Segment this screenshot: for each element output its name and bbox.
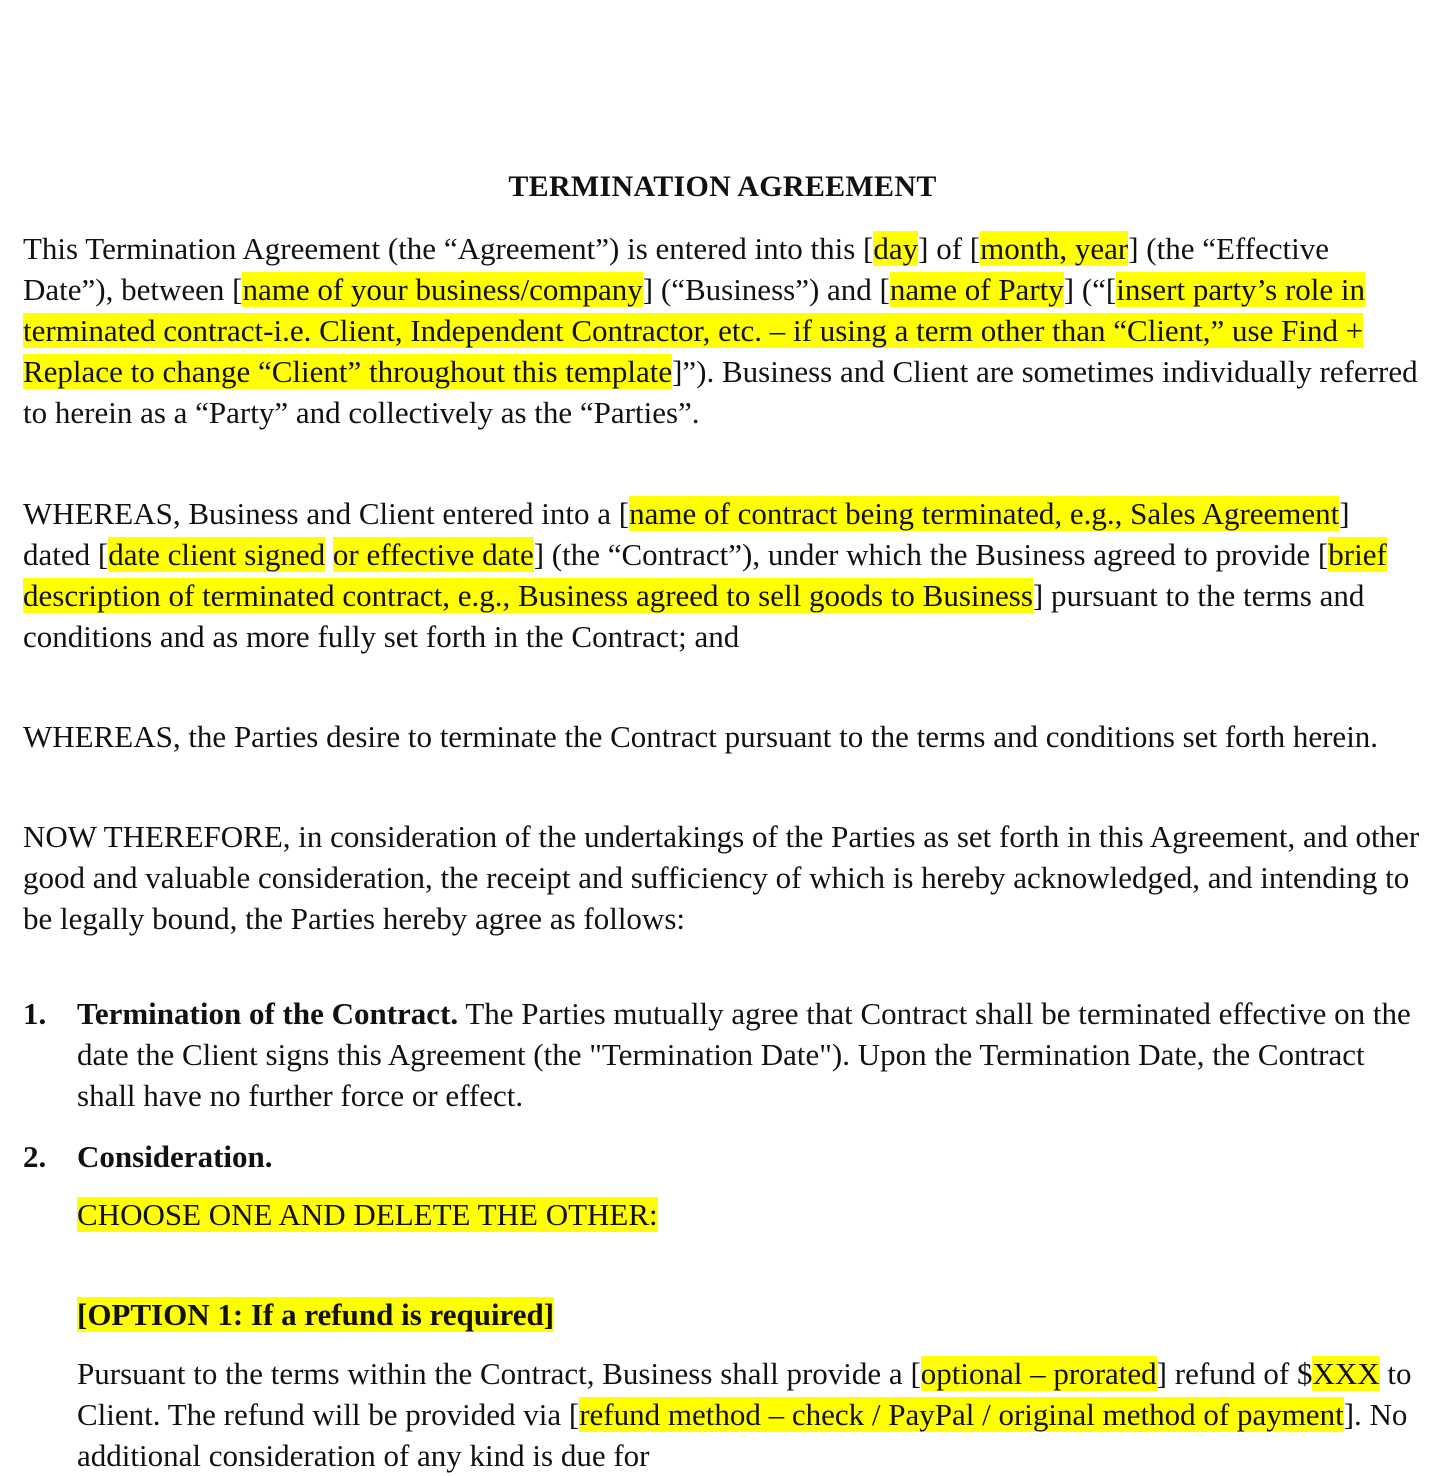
placeholder-date-signed[interactable]: date client signed bbox=[108, 537, 326, 572]
intro-text: This Termination Agreement (the “Agreement”) is entered into this [ bbox=[23, 231, 874, 266]
intro-text: ] (the “Effective Date”), between [ bbox=[23, 231, 1329, 307]
placeholder-refund-amount[interactable]: XXX bbox=[1312, 1356, 1380, 1391]
intro-paragraph bbox=[23, 228, 1423, 433]
option-text: Pursuant to the terms within the Contract, Business shall provide a [ bbox=[77, 1356, 921, 1391]
placeholder-prorated[interactable]: optional – prorated bbox=[920, 1356, 1157, 1391]
section-body bbox=[77, 1136, 1417, 1177]
intro-text: ] (“Business”) and [ bbox=[642, 272, 890, 307]
intro-text: ]”). Business and Client are sometimes individually referred to herein as a “Party” and collectively as the “Parties”. bbox=[23, 354, 1418, 430]
option-1-heading bbox=[77, 1294, 1417, 1335]
section-number: 2. bbox=[23, 1139, 47, 1174]
section-body bbox=[77, 993, 1417, 1116]
choose-note bbox=[77, 1194, 1417, 1235]
whereas-paragraph-1 bbox=[23, 493, 1423, 657]
option-1-heading-text[interactable]: [OPTION 1: If a refund is required] bbox=[77, 1297, 555, 1332]
intro-text: ] (“[ bbox=[1063, 272, 1117, 307]
placeholder-day[interactable]: day bbox=[873, 231, 919, 266]
option-text: ] refund of $ bbox=[1156, 1356, 1313, 1391]
option-1-paragraph bbox=[77, 1353, 1417, 1476]
whereas-text bbox=[325, 537, 333, 572]
placeholder-party-name[interactable]: name of Party bbox=[889, 272, 1064, 307]
whereas-text: WHEREAS, Business and Client entered into a [ bbox=[23, 496, 630, 531]
placeholder-month-year[interactable]: month, year bbox=[980, 231, 1129, 266]
document-title: TERMINATION AGREEMENT bbox=[508, 170, 937, 203]
placeholder-business-name[interactable]: name of your business/company bbox=[242, 272, 643, 307]
placeholder-refund-method[interactable]: refund method – check / PayPal / original method of payment bbox=[579, 1397, 1344, 1432]
whereas-paragraph-2: WHEREAS, the Parties desire to terminate the Contract pursuant to the terms and conditions set forth herein. bbox=[23, 719, 1379, 754]
placeholder-effective-date[interactable]: or effective date bbox=[332, 537, 534, 572]
section-heading: Consideration. bbox=[77, 1139, 273, 1174]
whereas-text: ] (the “Contract”), under which the Business agreed to provide [ bbox=[533, 537, 1329, 572]
option-text: ]. No additional consideration of any kind is due for bbox=[77, 1397, 1408, 1473]
placeholder-contract-description[interactable]: brief description of terminated contract, e.g., Business agreed to sell goods to Business bbox=[23, 537, 1387, 613]
placeholder-party-role[interactable]: insert party’s role in terminated contract-i.e. Client, Independent Contractor, etc. – if using a term other than “Client,” use Find + Replace to change “Client” throughout this template bbox=[23, 272, 1366, 389]
section-text: The Parties mutually agree that Contract shall be terminated effective on the date the Client signs this Agreement (the "Termination Date"). Upon the Termination Date, the Contract shall have no further force or effect. bbox=[77, 996, 1411, 1113]
section-heading: Termination of the Contract. bbox=[77, 996, 459, 1031]
placeholder-contract-name[interactable]: name of contract being terminated, e.g., Sales Agreement bbox=[629, 496, 1340, 531]
intro-text: ] of [ bbox=[918, 231, 981, 266]
choose-note-text[interactable]: CHOOSE ONE AND DELETE THE OTHER: bbox=[77, 1197, 658, 1232]
now-therefore-paragraph: NOW THEREFORE, in consideration of the undertakings of the Parties as set forth in this Agreement, and other good and valuable consideration, the receipt and sufficiency of which is hereby acknowledged, and intending to be legally bound, the Parties hereby agree as follows: bbox=[23, 819, 1420, 936]
section-number: 1. bbox=[23, 996, 47, 1031]
whereas-text: ] dated [ bbox=[23, 496, 1350, 572]
whereas-text: ] pursuant to the terms and conditions and as more fully set forth in the Contract; and bbox=[23, 578, 1365, 654]
option-text: to Client. The refund will be provided via [ bbox=[77, 1356, 1412, 1432]
